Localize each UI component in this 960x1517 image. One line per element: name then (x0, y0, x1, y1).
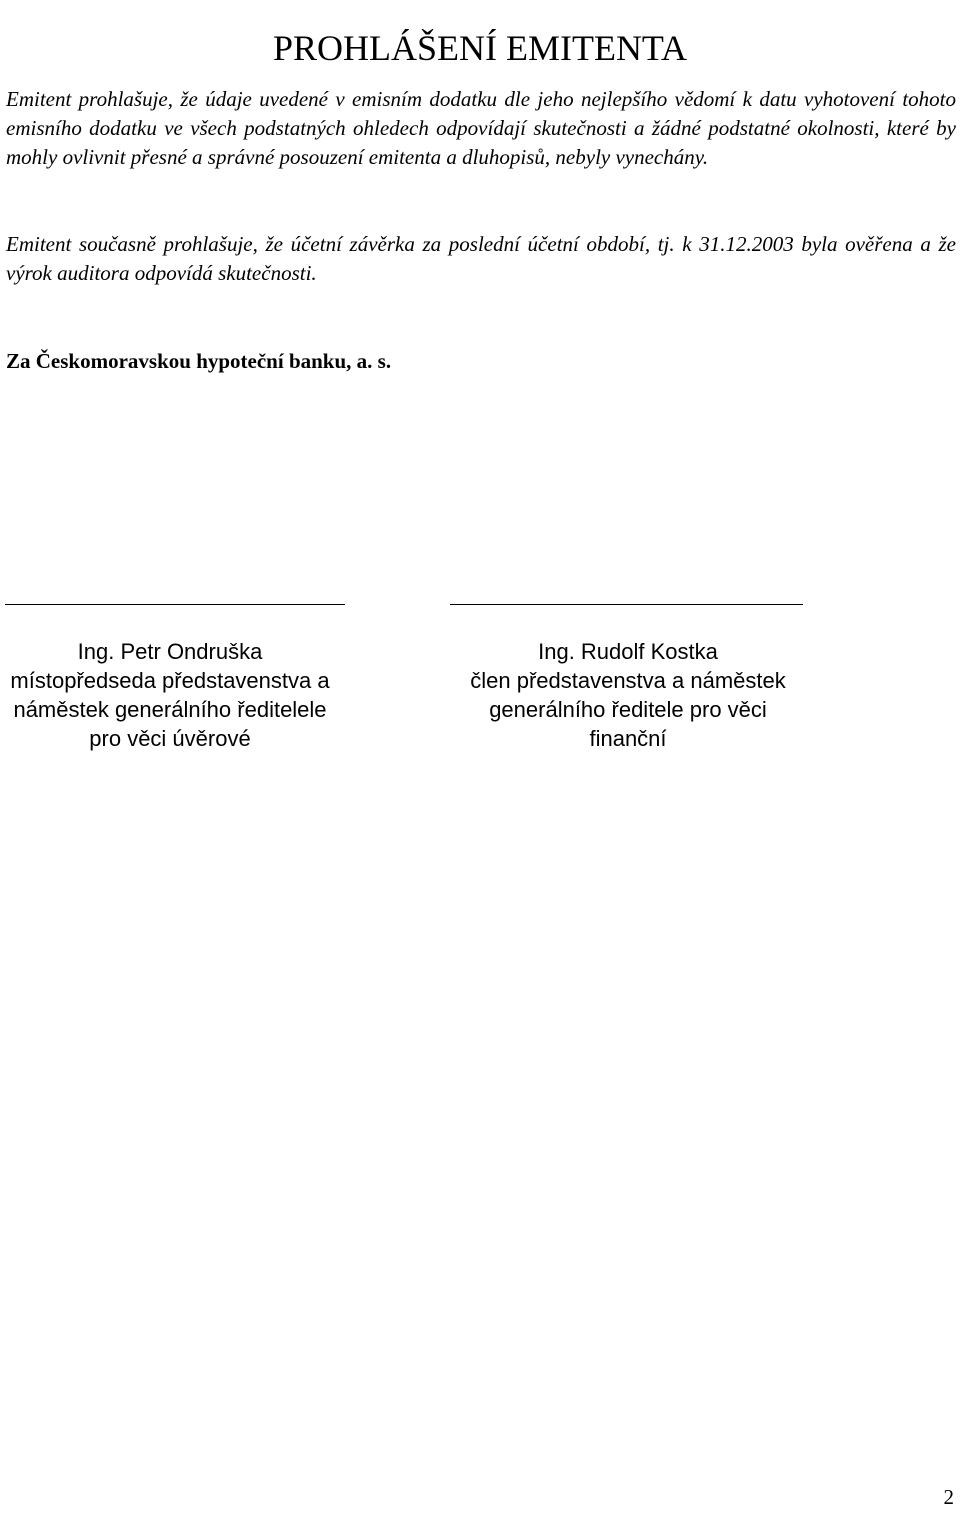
signatory-name: Ing. Rudolf Kostka (538, 639, 718, 664)
signatory-role-line: generálního ředitele pro věci (489, 697, 767, 722)
bank-line: Za Českomoravskou hypoteční banku, a. s. (6, 349, 392, 373)
signatory-right (450, 637, 806, 753)
signatory-role-line: člen představenstva a náměstek (470, 668, 786, 693)
audit-paragraph: Emitent současně prohlašuje, že účetní závěrka za poslední účetní období, tj. k 31.12.2003 byla ověřena a že výrok auditora odpovídá skutečnosti. (6, 232, 956, 285)
document-title: PROHLÁŠENÍ EMITENTA (272, 28, 688, 69)
signatory-role-line: náměstek generálního ředitelele (13, 697, 327, 722)
signature-line-right (450, 604, 803, 605)
signatory-role-line: finanční (589, 726, 667, 751)
declaration-paragraph: Emitent prohlašuje, že údaje uvedené v emisním dodatku dle jeho nejlepšího vědomí k datu vyhotovení tohoto emisního dodatku ve všech podstatných ohledech odpovídají skutečnosti a žádné podstatné okolnosti, které by mohly ovlivnit přesné a správné posouzení emitenta a dluhopisů, nebyly vynechány. (6, 87, 956, 169)
signature-line-left (5, 604, 345, 605)
signatory-left (0, 637, 340, 753)
signatory-role-line: pro věci úvěrové (89, 726, 251, 751)
signatory-name: Ing. Petr Ondruška (77, 639, 263, 664)
page-number: 2 (943, 1485, 954, 1509)
signatory-role-line: místopředseda představenstva a (10, 668, 330, 693)
